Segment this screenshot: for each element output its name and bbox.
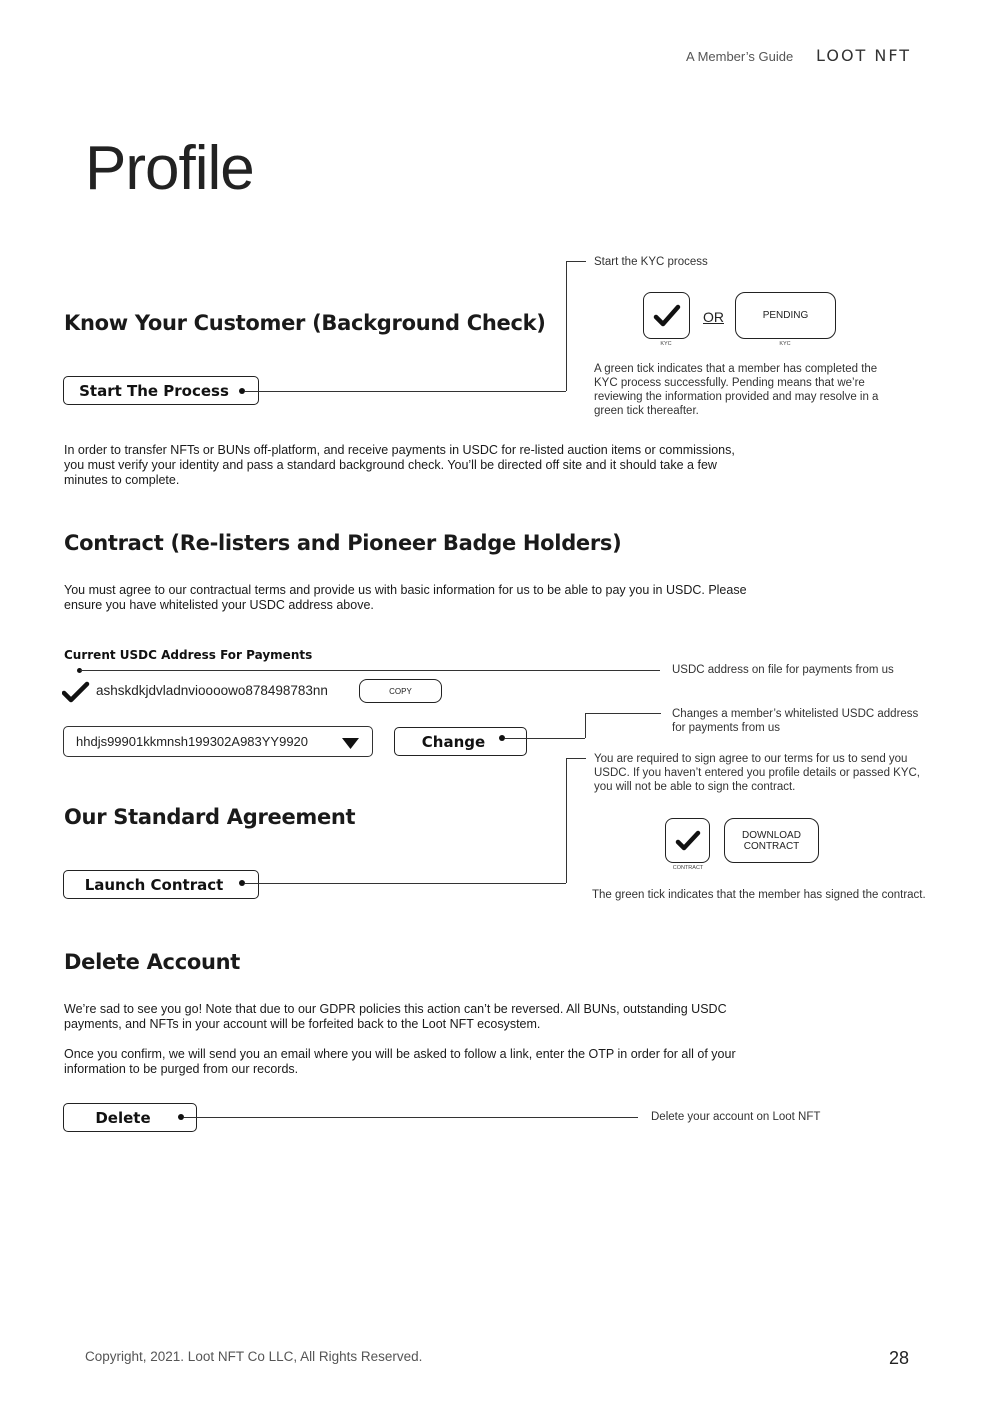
brand-logo: LOOT NFT xyxy=(816,46,912,65)
delete-label: Delete xyxy=(95,1108,151,1127)
launch-contract-button[interactable] xyxy=(63,870,259,899)
usdc-address-callout: USDC address on file for payments from us xyxy=(672,664,894,676)
pending-caption: KYC xyxy=(779,341,791,347)
kyc-heading: Know Your Customer (Background Check) xyxy=(64,311,546,335)
kyc-tick-caption: KYC xyxy=(660,341,672,347)
connector-line xyxy=(566,261,567,391)
check-icon xyxy=(675,830,701,852)
change-label: Change xyxy=(421,732,486,751)
start-process-button[interactable] xyxy=(63,376,259,405)
contract-heading: Contract (Re-listers and Pioneer Badge Holders) xyxy=(64,531,622,555)
delete-callout: Delete your account on Loot NFT xyxy=(651,1111,821,1123)
connector-line xyxy=(585,713,661,714)
kyc-tick-badge xyxy=(643,292,690,339)
change-button[interactable] xyxy=(394,727,527,756)
change-callout: Changes a member’s whitelisted USDC address for payments from us xyxy=(672,708,919,734)
connector-line xyxy=(245,391,566,392)
contract-tick-badge xyxy=(665,818,710,863)
connector-line xyxy=(245,883,566,884)
connector-line xyxy=(566,261,586,262)
start-process-label: Start The Process xyxy=(79,381,229,400)
footer-copyright: Copyright, 2021. Loot NFT Co LLC, All Rights Reserved. xyxy=(85,1349,423,1364)
delete-button[interactable] xyxy=(63,1103,197,1132)
usdc-address-label: Current USDC Address For Payments xyxy=(64,648,313,662)
kyc-body: In order to transfer NFTs or BUNs off-platform, and receive payments in USDC for re-listed auction items or commissions, you must verify your identity and pass a standard background check. You’ll be directed off site and it should take a few minutes to complete. xyxy=(64,443,735,487)
connector-line xyxy=(505,738,585,739)
connector-line xyxy=(184,1117,638,1118)
connector-line xyxy=(585,713,586,738)
page-title: Profile xyxy=(85,134,254,203)
dropdown-arrow-icon[interactable] xyxy=(342,738,359,749)
check-icon xyxy=(653,304,681,328)
launch-contract-label: Launch Contract xyxy=(84,875,224,894)
delete-body-2: Once you confirm, we will send you an email where you will be asked to follow a link, enter the OTP in order for all of your information to be purged from our records. xyxy=(64,1047,736,1076)
pending-badge: PENDING xyxy=(735,292,836,339)
connector-line xyxy=(80,670,660,671)
download-contract-button[interactable]: DOWNLOAD CONTRACT xyxy=(724,818,819,863)
agreement-heading: Our Standard Agreement xyxy=(64,805,356,829)
agreement-note: The green tick indicates that the member has signed the contract. xyxy=(592,889,926,901)
connector-line xyxy=(566,758,586,759)
header-guide-label: A Member’s Guide xyxy=(686,49,794,64)
agreement-callout: You are required to sign agree to our terms for us to send you USDC. If you haven’t entered you profile details or passed KYC, you will not be able to sign the contract. xyxy=(594,753,921,793)
delete-heading: Delete Account xyxy=(64,950,241,974)
contract-body: You must agree to our contractual terms and provide us with basic information for us to be able to pay you in USDC. Please ensure you have whitelisted your USDC address above. xyxy=(64,583,747,612)
usdc-address-select[interactable] xyxy=(63,726,373,757)
delete-body-1: We’re sad to see you go! Note that due to our GDPR policies this action can’t be reversed. All BUNs, outstanding USDC payments, and NFTs in your account will be forfeited back to the Loot NFT ecosystem. xyxy=(64,1002,727,1031)
check-icon xyxy=(62,681,90,703)
usdc-address-value: ashskdkjdvladnvioooowo878498783nn xyxy=(96,683,328,698)
copy-button[interactable]: COPY xyxy=(359,679,442,703)
usdc-select-value: hhdjs99901kkmnsh199302A983YY9920 xyxy=(76,734,309,749)
kyc-note: A green tick indicates that a member has completed the KYC process successfully. Pending means that we’re reviewing the information provided and may resolve in a green tick thereafter. xyxy=(594,363,879,417)
or-label: OR xyxy=(703,309,724,325)
connector-line xyxy=(566,758,567,883)
kyc-callout: Start the KYC process xyxy=(594,256,708,268)
page-number: 28 xyxy=(889,1348,910,1368)
contract-tick-caption: CONTRACT xyxy=(672,865,704,871)
